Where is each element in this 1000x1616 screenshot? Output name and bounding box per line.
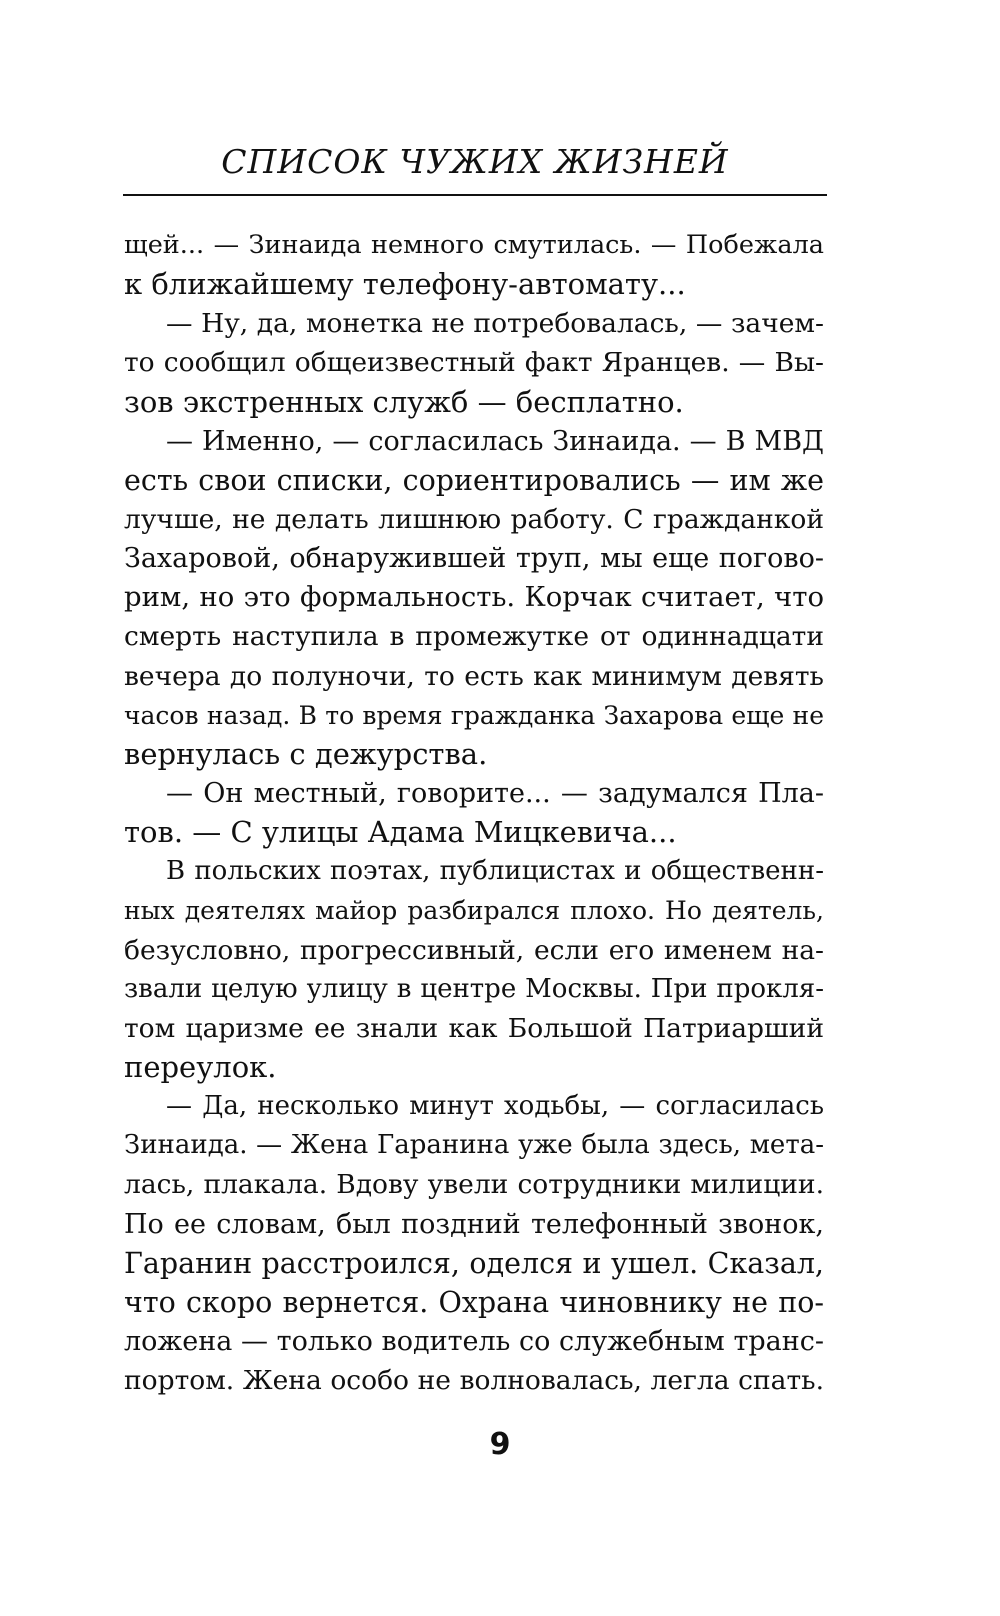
text-line: что скоро вернется. Охрана чиновнику не по- <box>124 1285 824 1319</box>
text-line: ложена — только водитель со служебным транс- <box>124 1325 824 1357</box>
text-line: Зинаида. — Жена Гаранина уже была здесь, мета- <box>124 1130 824 1161</box>
text-line: к ближайшему телефону-автомату... <box>124 267 686 302</box>
text-line: Захаровой, обнаружившей труп, мы еще погово- <box>124 543 824 575</box>
text-line: вечера до полуночи, то есть как минимум девять <box>124 660 824 692</box>
page-number: 9 <box>489 1427 511 1462</box>
text-line: переулок. <box>124 1049 277 1084</box>
text-line: вернулась с дежурства. <box>124 736 488 771</box>
text-line: — Да, несколько минут ходьбы, — согласилась <box>166 1091 824 1122</box>
text-line: — Он местный, говорите... — задумался Пла- <box>166 777 824 809</box>
text-line: В польских поэтах, публицистах и общественн- <box>166 856 824 887</box>
text-line: — Именно, — согласилась Зинаида. — В МВД <box>166 425 824 457</box>
text-line: смерть наступила в промежутке от одиннадцати <box>124 621 824 653</box>
running-head-title: СПИСОК ЧУЖИХ ЖИЗНЕЙ <box>221 142 729 181</box>
text-line: есть свои списки, сориентировались — им же <box>124 463 824 497</box>
text-line: ных деятелях майор разбирался плохо. Но деятель, <box>124 896 824 926</box>
text-line: портом. Жена особо не волновалась, легла спать. <box>124 1365 824 1397</box>
text-line: безусловно, прогрессивный, если его именем на- <box>124 934 824 966</box>
body-text <box>124 226 824 1400</box>
text-line: звали целую улицу в центре Москвы. При прокля- <box>124 973 824 1004</box>
text-line: зов экстренных служб — бесплатно. <box>124 384 684 419</box>
text-line: По ее словам, был поздний телефонный звонок, <box>124 1208 824 1240</box>
text-line: — Ну, да, монетка не потребовалась, — зачем- <box>166 308 824 340</box>
text-line: лась, плакала. Вдову увели сотрудники милиции. <box>124 1169 824 1201</box>
text-line: рим, но это формальность. Корчак считает, что <box>124 581 824 614</box>
header-rule <box>123 194 827 196</box>
text-line: Гаранин расстроился, оделся и ушел. Сказал, <box>124 1246 824 1280</box>
text-line: то сообщил общеизвестный факт Яранцев. — Вы- <box>124 347 824 379</box>
text-line: лучше, не делать лишнюю работу. С гражданкой <box>124 503 824 535</box>
text-line: том царизме ее знали как Большой Патриарший <box>124 1012 824 1044</box>
text-line: щей... — Зинаида немного смутилась. — Побежала <box>124 230 824 260</box>
text-line: часов назад. В то время гражданка Захарова еще не <box>124 700 824 730</box>
text-line: тов. — С улицы Адама Мицкевича... <box>124 815 677 850</box>
